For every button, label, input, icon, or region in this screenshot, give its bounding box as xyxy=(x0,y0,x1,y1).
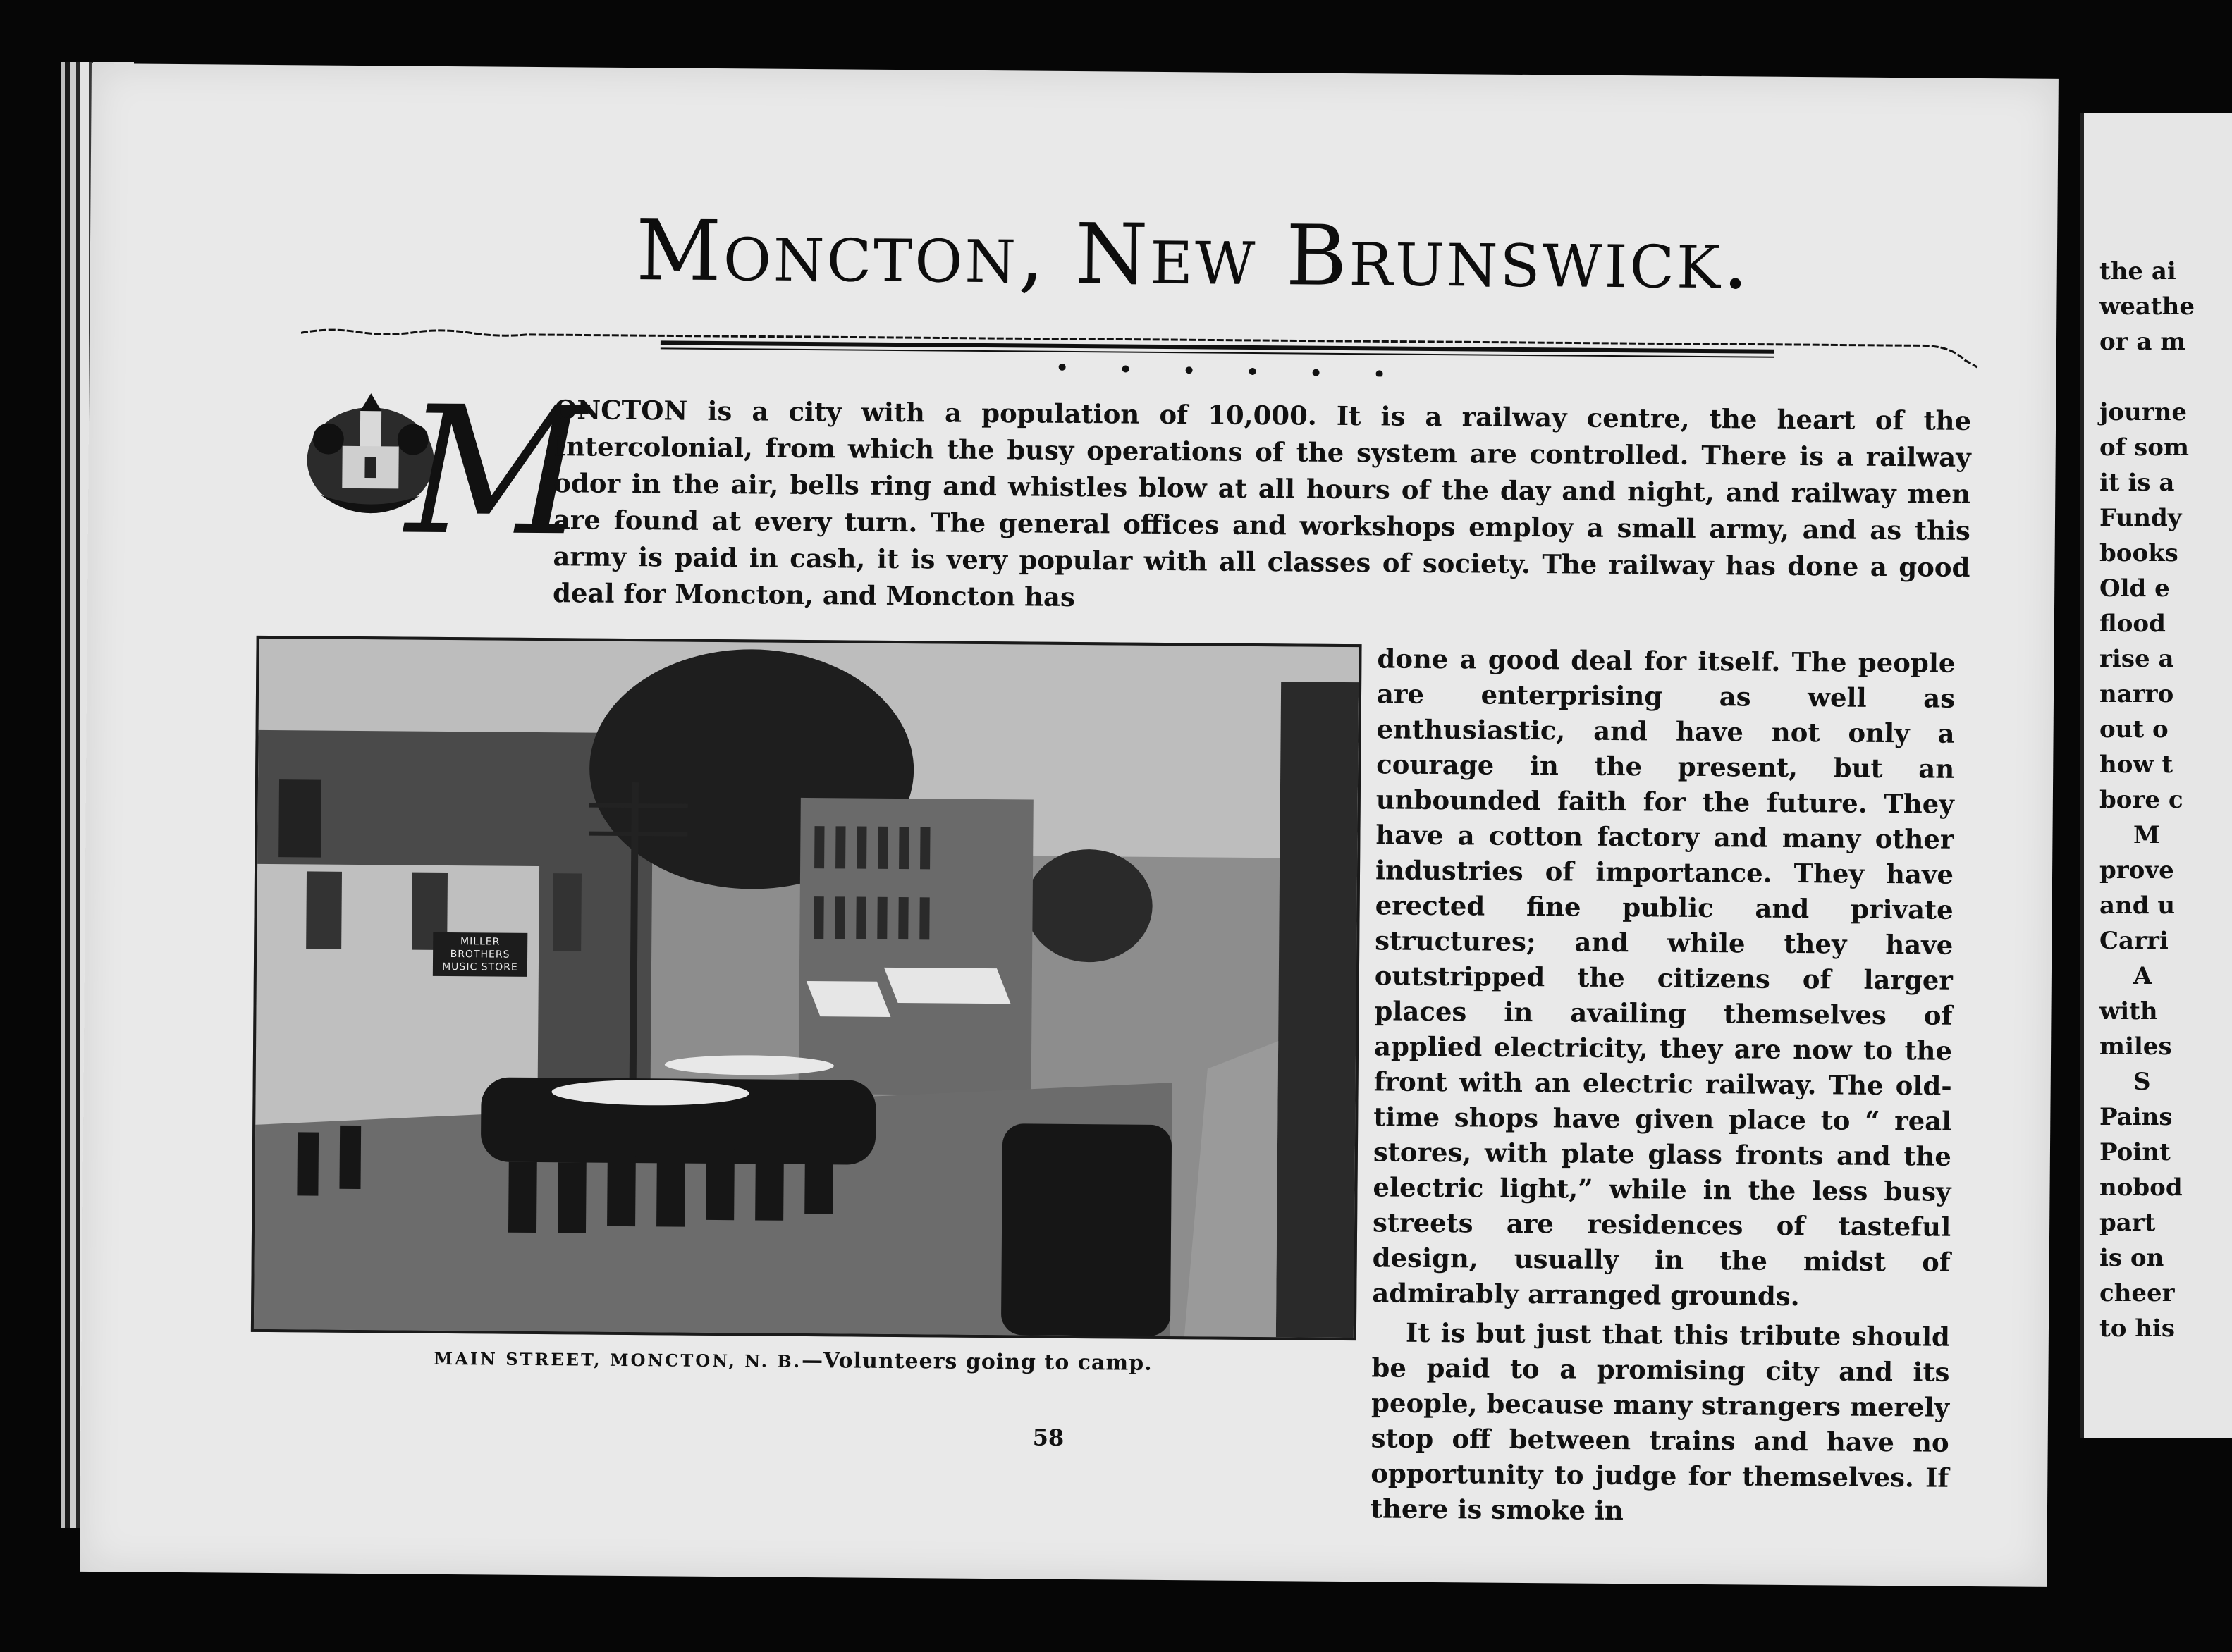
caption-lead: MAIN STREET, MONCTON, N. B. xyxy=(434,1348,802,1371)
next-page-fragment: narro xyxy=(2099,680,2174,708)
page-number: 58 xyxy=(1032,1424,1065,1451)
next-page-fragment: weathe xyxy=(2099,292,2195,321)
column-paragraph-2: It is but just that this tribute should be paid to a promising city and its people, because many strangers merely stop off between trains and have no opportunity to judge for themselves. If there is smoke in xyxy=(1370,1317,1951,1527)
page-title: Moncton, New Brunswick. xyxy=(635,202,1752,308)
next-page-fragment: bore c xyxy=(2099,786,2183,814)
music-store-sign: MILLER BROTHERS MUSIC STORE xyxy=(433,932,527,977)
decorated-initial xyxy=(299,368,587,575)
intro-text: ONCTON is a city with a population of 10,000. It is a railway centre, the heart of the Intercolonial, from which the busy operations of the system are controlled. There is a railway odor in the air, bells ring and whistles blow at all hours of the day and night, and railway men are found at every turn. The general offices and workshops employ a small army, and as this army is paid in cash, it is very popular with all classes of society. The railway has done a good deal for Moncton, and Moncton has xyxy=(552,394,1972,612)
next-page-fragment: the ai xyxy=(2099,257,2176,285)
column-paragraph-1: done a good deal for itself. The people are enterprising as well as enthusiastic, and have not only a courage in the present, but an unbounded faith for the future. They have a cotton factory and many other industries of importance. They have erected fine public and private structures; and while they have outstripped the citizens of larger places in availing themselves of applied electricity, they are now to the front with an electric railway. The old-time shops have given place to “ real stores, with plate glass fronts and the electric light,” while in the less busy streets are residences of tasteful design, usually in the midst of admirably arranged grounds. xyxy=(1372,643,1956,1312)
next-page-fragment: out o xyxy=(2099,715,2169,744)
next-page-fragment: A xyxy=(2133,962,2152,990)
next-page-fragment: miles xyxy=(2099,1032,2172,1061)
next-page-fragment: with xyxy=(2099,997,2158,1025)
next-page-fragment: rise a xyxy=(2099,645,2174,673)
next-page-edge xyxy=(2080,113,2232,1438)
next-page-fragment: prove xyxy=(2099,856,2174,884)
next-page-fragment: M xyxy=(2133,821,2160,849)
next-page-fragment: cheer xyxy=(2099,1279,2175,1307)
next-page-fragment: journe xyxy=(2099,398,2187,426)
next-page-fragment: how t xyxy=(2099,751,2173,779)
next-page-fragment: Fundy xyxy=(2099,504,2182,532)
next-page-fragment: it is a xyxy=(2099,469,2175,497)
book-page xyxy=(80,63,2059,1587)
main-street-photo xyxy=(251,636,1362,1340)
next-page-fragment: part xyxy=(2099,1209,2156,1237)
next-page-fragment: or a m xyxy=(2099,328,2186,356)
caption-rest: —Volunteers going to camp. xyxy=(801,1348,1153,1376)
intro-paragraph xyxy=(553,391,1971,622)
next-page-fragment: to his xyxy=(2099,1314,2175,1343)
initial-letter: M xyxy=(405,368,587,575)
next-page-fragment: Old e xyxy=(2099,574,2170,603)
next-page-fragment: of som xyxy=(2099,433,2189,462)
next-page-fragment: books xyxy=(2099,539,2178,567)
next-page-fragment: is on xyxy=(2099,1244,2164,1272)
photo-caption xyxy=(434,1345,1152,1376)
next-page-fragment: S xyxy=(2133,1068,2151,1096)
right-column-text xyxy=(1371,641,1956,1530)
next-page-fragment: Pains xyxy=(2099,1103,2173,1131)
next-page-fragment: nobod xyxy=(2099,1173,2183,1202)
next-page-fragment: flood xyxy=(2099,610,2166,638)
next-page-fragment: Point xyxy=(2099,1138,2171,1166)
next-page-fragment: Carri xyxy=(2099,927,2169,955)
next-page-fragment: and u xyxy=(2099,892,2176,920)
